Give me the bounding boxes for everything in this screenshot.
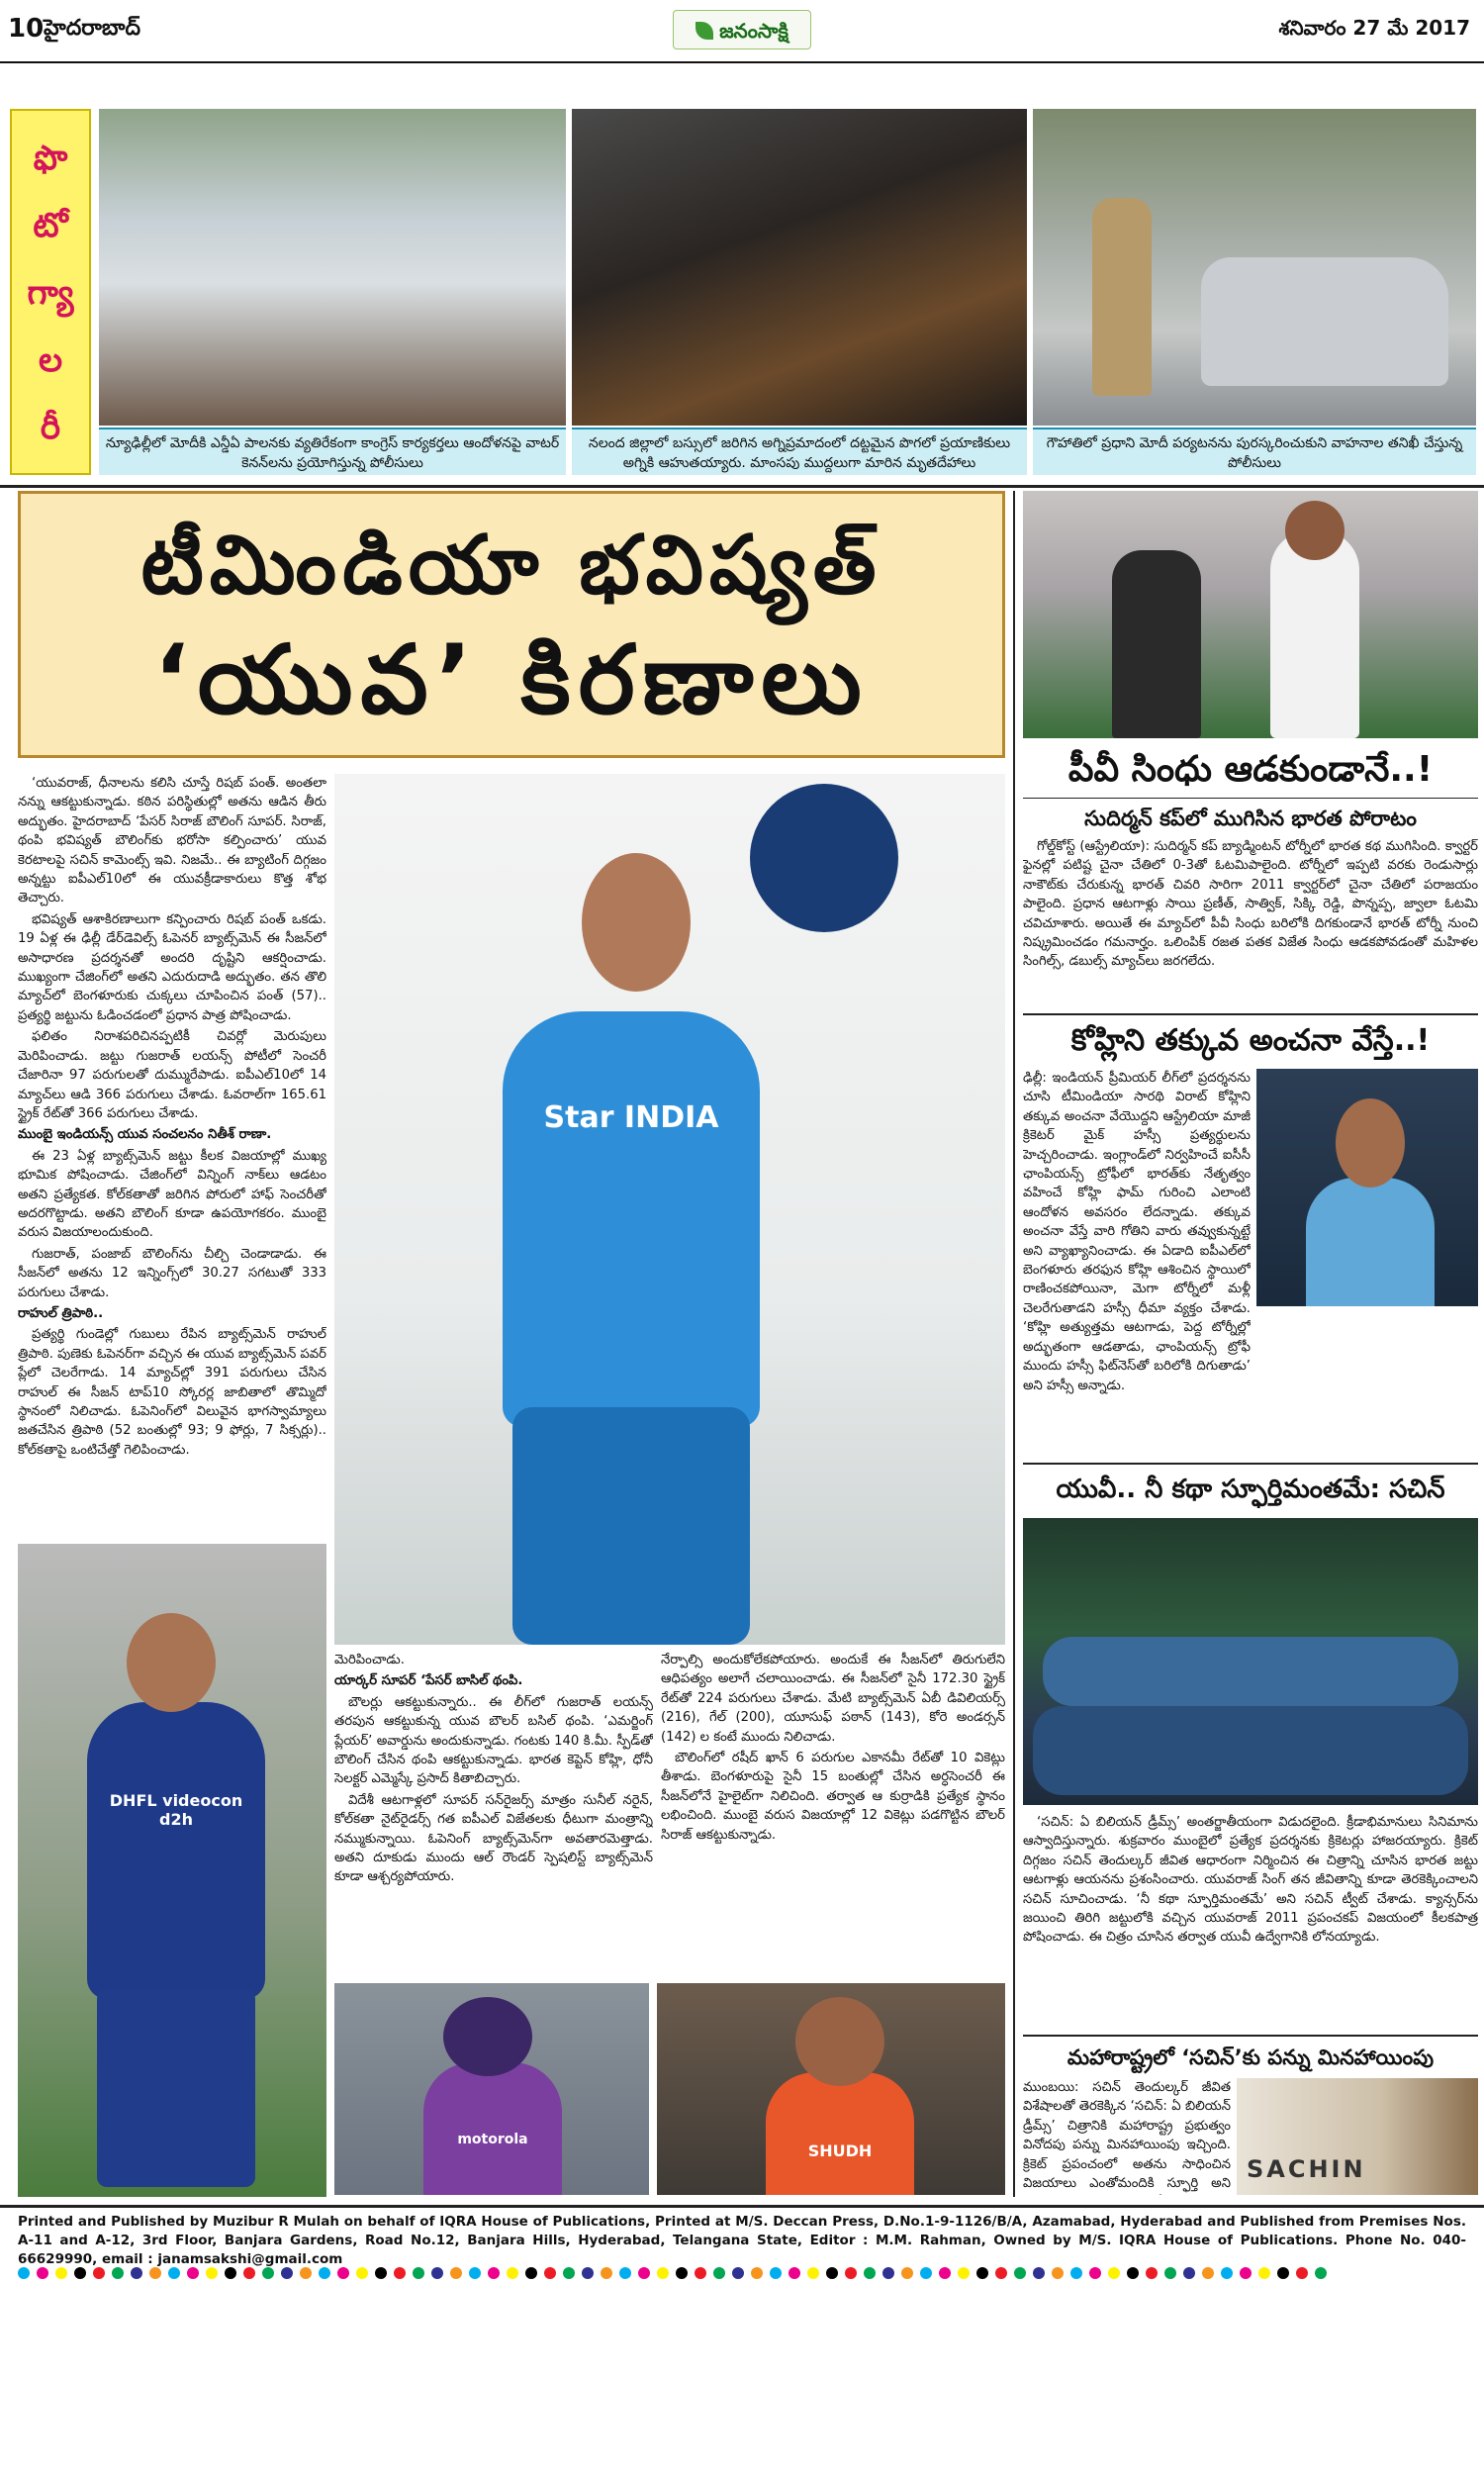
lead-column-1 [18,774,326,1536]
registration-dot [1052,2267,1064,2279]
issue-date: శనివారం 27 మే 2017 [1278,16,1470,40]
gallery-photo-vehicle-check [1033,109,1476,426]
photo-basil-thampi [657,1983,1005,2195]
footer-rule [0,2205,1484,2208]
registration-dot [1164,2267,1176,2279]
lead-paragraph: గుజరాత్, పంజాబ్ బౌలింగ్‌ను చీల్చి చెండాడాడు. ఈ సీజన్‌లో అతను 12 ఇన్నింగ్స్‌లో 30.27 సగటుతో 333 పరుగులు చేశాడు. [18,1246,326,1300]
sachin-yuvi-body: ‘సచిన్: ఏ బిలియన్ డ్రీమ్స్’ అంతర్జాతీయంగా విడుదలైంది. క్రీడాభిమానులు సినిమాను ఆస్వాదిస్తున్నారు. శుక్రవారం ముంబైలో ప్రత్యేక ప్రదర్శనకు క్రికెటర్లు హాజరయ్యారు. క్రికెట్ దిగ్గజం సచిన్ తెందుల్కర్ జీవిత ఆధారంగా నిర్మించిన ఈ చిత్రాన్ని చూసిన భారత జట్టు ఆటగాళ్లు ఆయనను ప్రశంసించారు. యువరాజ్ సింగ్ తన జీవితాన్ని కూడా తెరకెక్కించాలని సచిన్ సూచించాడు. ‘నీ కథా స్ఫూర్తిమంతమే’ అని సచిన్ ట్వీట్ చేశాడు. క్యాన్సర్‌ను జయించి తిరిగి జట్టులోకి వచ్చిన యువరాజ్ 2011 ప్రపంచకప్ విజయంలో కీలకపాత్ర పోషించాడు. ఈ చిత్రం చూసిన తర్వాత యువీ ఉద్వేగానికి లోనయ్యాడు. [1023,1815,1478,1946]
gallery-label-char: గ్యా [27,273,74,313]
lead-column-3 [661,1651,1005,1977]
jersey-text: motorola [457,2132,528,2147]
jersey-text: Star INDIA [543,1100,719,1135]
registration-dot [657,2267,669,2279]
player-body [503,1011,760,1427]
masthead-logo [673,10,811,49]
page-header [0,0,1484,63]
registration-dot [93,2267,105,2279]
sachin-yuvi-headline: యువీ.. నీ కథా స్ఫూర్తిమంతమే: సచిన్ [1056,1475,1445,1504]
lead-column-2 [334,1651,653,1977]
masthead-text: జనంసాక్షి [719,19,788,43]
player-pads [512,1407,750,1645]
registration-dot [243,2267,255,2279]
registration-dot [1014,2267,1026,2279]
masthead-leaf-icon [696,22,713,40]
player-legs [97,1989,255,2187]
lead-paragraph: ఫలితం నిరాశపరిచినప్పటికీ చివర్లో మెరుపులు మెరిపించాడు. జట్టు గుజరాత్ లయన్స్ పోటీలో సెంచరీ చేజారినా 97 పరుగులతో దుమ్మురేపాడు. ఐపీఎల్10లో 14 మ్యాచ్‌లు ఆడి 366 పరుగులు చేశాడు. ఓవరాల్‌గా 165.61 స్ట్రైక్ రేట్‌తో 366 పరుగులు చేశాడు. [18,1029,326,1121]
lead-paragraph: భవిష్యత్ ఆశాకిరణాలుగా కన్పించారు రిషబ్ పంత్ ఒకడు. 19 ఏళ్ల ఈ ఢిల్లీ డేర్‌డెవిల్స్ ఓపెనర్ బ్యాట్స్‌మెన్ ఈ సీజన్‌లో అసాధారణ ప్రదర్శనతో అందరి దృష్టిని ఆకర్షించాడు. ముఖ్యంగా చేజింగ్‌లో అతని ఎదురుదాడి అద్భుతం. తన తొలి మ్యాచ్‌లో బెంగళూరుకు చుక్కలు చూపించిన పంత్ (57).. ప్రత్యర్థి జట్టును ఓడించడంలో ప్రధాన పాత్ర పోషించాడు. [18,911,326,1023]
registration-dot [55,2267,67,2279]
player-head [795,1997,884,2086]
section-divider [0,485,1484,488]
sindhu-headline: పీవీ సింధు ఆడకుండానే..! [1067,749,1434,790]
registration-dot [864,2267,876,2279]
photo-rishabh-pant [334,774,1005,1645]
registration-dot [751,2267,763,2279]
gallery-label [10,109,91,475]
page-number: 10 [8,14,45,44]
player-head [1336,1098,1405,1188]
registration-dot [845,2267,857,2279]
player-head [582,853,691,992]
registration-dot [300,2267,312,2279]
registration-dot [770,2267,782,2279]
registration-dot [431,2267,443,2279]
lead-headline-line2: ‘యువ’ కిరణాలు [153,624,870,735]
registration-dot [281,2267,293,2279]
maharashtra-headline: మహారాష్ట్రలో ‘సచిన్’కు పన్ను మినహాయింపు [1067,2046,1435,2069]
section-divider [1023,1013,1478,1015]
photo-rahul-tripathi [334,1983,649,2195]
section-divider [1023,1463,1478,1465]
player-figure [1270,530,1359,738]
player-head [1285,501,1345,560]
registration-dot [262,2267,274,2279]
registration-dot [319,2267,330,2279]
lead-paragraph: ‘యువరాజ్, ధీనాలను కలిసి చూస్తే రిషబ్ పంత్. అంతలా నన్ను ఆకట్టుకున్నాడు. కఠిన పరిస్థితుల్లో అతను ఆడిన తీరు అద్భుతం. హైదరాబాద్ ‘పేసర్ సిరాజ్ బౌలింగ్ సూపర్. సిరాజ్, థంపి భవిష్యత్ బౌలింగ్‌కు భరోసా కల్పించారు’ యువ కెరటాలపై సచిన్ కామెంట్స్ ఇవి. నిజమే.. ఈ బ్యాటింగ్ దిగ్గజం అన్నట్టు ఐపీఎల్10లో ఈ యువక్రీడాకారులు కొత్త శోభ తెచ్చారు. [18,776,326,906]
registration-dot [582,2267,594,2279]
maharashtra-body: ముంబయి: సచిన్ తెందుల్కర్ జీవిత విశేషాలతో తెరకెక్కిన ‘సచిన్: ఏ బిలియన్ డ్రీమ్స్’ చిత్రానికి మహారాష్ట్ర ప్రభుత్వం వినోదపు పన్ను మినహాయింపు ఇచ్చింది. క్రికెట్ ప్రపంచంలో అతను సాధించిన విజయాలు ఎంతోమందికి స్ఫూర్తి అని [1023,2080,1231,2192]
photo-pv-sindhu [1023,491,1478,738]
registration-dot [1070,2267,1082,2279]
registration-dot [450,2267,462,2279]
player-body [1306,1178,1435,1306]
registration-dot [149,2267,161,2279]
gallery-label-char: రీ [40,408,61,447]
lead-paragraph: బౌలర్లు ఆకట్టుకున్నారు.. ఈ లీగ్‌లో గుజరాత్ లయన్స్ తరపున ఆకట్టుకున్న యువ బౌలర్ బసిల్ థంపి. ‘ఎమర్జింగ్ ప్లేయర్’ అవార్డును అందుకున్నాడు. గంటకు 140 కి.మీ. స్పీడ్‌తో బౌలింగ్ చేసిన థంపి ఆకట్టుకున్నాడు. భారత కెప్టెన్ కోహ్లి, ధోనీ సెలక్టర్ ఎమ్మెస్కే ప్రసాద్ కితాబిచ్చారు. [334,1694,653,1787]
sindhu-body: గోల్డ్‌కోస్ట్ (ఆస్ట్రేలియా): సుదిర్మన్ కప్ బ్యాడ్మింటన్ టోర్నీలో భారత కథ ముగిసింది. క్వార్టర్ ఫైనల్లో పటిష్ట చైనా చేతిలో 0-3తో ఓటమిపాలైంది. టోర్నీలో ఇప్పటి వరకు రెండుసార్లు నాకౌట్‌కు చేరుకున్న భారత్ చివరి సారిగా 2011 క్వార్టర్‌లో చైనా చేతిలో పరాజయం పాలైంది. ప్రధాన ఆటగాళ్లు సాయి ప్రణీత్, సాత్విక్, సిక్కి రెడ్డి, పొన్నప్ప, జ్వాలా ఓటమి చవిచూశారు. అయితే ఈ మ్యాచ్‌లో పీవీ సింధు బరిలోకి దిగకుండానే భారత్ టోర్నీ నుంచి నిష్క్రమించడం గమనార్హం. ఒలింపిక్ రజత పతక విజేత సింధు ఆడకపోవడంతో మహిళల సింగిల్స్, డబుల్స్ మ్యాచ్‌లు జరగలేదు. [1023,839,1478,970]
registration-dot [1296,2267,1308,2279]
registration-dot [788,2267,800,2279]
registration-dot [563,2267,575,2279]
registration-dot [732,2267,744,2279]
lead-headline-box [18,491,1005,758]
color-registration-bar [18,2262,1466,2282]
photo-team-screening [1023,1518,1478,1805]
lead-paragraph: మెరిపించాడు. [334,1653,405,1667]
photo-virat-kohli [1256,1069,1478,1306]
crowd-row [1043,1637,1458,1706]
gallery-caption-vehicle-check: గౌహాతిలో ప్రధాని మోదీ పర్యటనను పురస్కరించుకుని వాహనాల తనిఖీ చేస్తున్న పోలీసులు [1033,428,1476,475]
player-helmet [750,784,898,932]
registration-dot [1033,2267,1045,2279]
registration-dot [1183,2267,1195,2279]
lead-paragraph: నేర్పాల్సి అందుకోలేకపోయారు. అందుకే ఈ సీజన్‌లో తిరుగులేని ఆధిపత్యం అలాగే చలాయించాడు. ఈ సీజన్‌లో సైనీ 172.30 స్ట్రైక్ రేట్‌తో 224 పరుగులు చేశాడు. మేటి బ్యాట్స్‌మెన్ ఏబీ డివిలియర్స్ (216), గేల్ (200), యూసుఫ్ పఠాన్ (143), కోరె అండర్సన్ (142) ల కంటే ముందు నిలిచాడు. [661,1653,1005,1745]
registration-dot [18,2267,30,2279]
registration-dot [187,2267,199,2279]
registration-dot [37,2267,48,2279]
section-divider [1023,2035,1478,2037]
registration-dot [882,2267,894,2279]
imprint-line: Printed and Published by Muzibur R Mulah on behalf of IQRA House of Publications, Printed at M/S. Deccan Press, D.No.1-9-1126/B/A, Azamabad, Hyderabad and Published from Premises Nos. A-11 and A-12, 3rd Floor, Banjara Gardens, Road No.12, Banjara Hills, Hyderabad, Telangana State, Editor : M.M. Rahman, Owned by M/S. IQRA House of Publications. Phone No. 040-66629990, email : janamsakshi@gmail.com [18,2214,1466,2267]
gallery-label-char: టో [33,206,68,245]
registration-dot [1127,2267,1139,2279]
headline-rule [1023,798,1478,799]
player-head [127,1613,216,1712]
registration-dot [695,2267,706,2279]
registration-dot [1277,2267,1289,2279]
registration-dot [619,2267,631,2279]
registration-dot [676,2267,688,2279]
gallery-caption-protest: న్యూఢిల్లీలో మోదీకి ఎన్డీఏ పాలనకు వ్యతిరేకంగా కాంగ్రెస్ కార్యకర్తలు ఆందోళనపై వాటర్ కెనన్‌లను ప్రయోగిస్తున్న పోలీసులు [99,428,566,475]
police-figure [1092,198,1152,396]
registration-dot [601,2267,612,2279]
lead-paragraph: బౌలింగ్‌లో రషీద్ ఖాన్ 6 పరుగుల ఎకానమీ రేట్‌తో 10 వికెట్లు తీశాడు. బెంగళూరుపై సైనీ 15 బంతుల్లో చేసిన అర్ధసెంచరీ ఈ సీజన్‌లోనే హైలైట్‌గా నిలిచింది. తర్వాత ఆ కుర్రాడికి ప్రత్యేక స్థానం లభించింది. ముంబై వరుస విజయాల్లో 12 వికెట్లు పడగొట్టిన బౌలర్ సిరాజ్ ఆకట్టుకున్నాడు. [661,1751,1005,1843]
kohli-headline: కోహ్లిని తక్కువ అంచనా వేస్తే..! [1070,1023,1431,1058]
registration-dot [995,2267,1007,2279]
registration-dot [206,2267,218,2279]
lead-subhead: యార్కర్ సూపర్ ‘పేసర్ బాసిల్ థంపి. [334,1673,523,1689]
registration-dot [1315,2267,1327,2279]
registration-dot [826,2267,838,2279]
registration-dot [375,2267,387,2279]
registration-dot [920,2267,932,2279]
car-shape [1201,257,1448,386]
player-body [423,2062,562,2195]
column-divider [1013,491,1015,2197]
registration-dot [413,2267,424,2279]
registration-dot [807,2267,819,2279]
jersey-text: DHFL videocon d2h [109,1791,243,1829]
gallery-photo-bus-fire [572,109,1027,426]
registration-dot [1089,2267,1101,2279]
lead-paragraph: ప్రత్యర్థి గుండెల్లో గుబులు రేపిన బ్యాట్స్‌మెన్ రాహుల్ త్రిపాఠి. పుణెకు ఓపెనర్‌గా వచ్చిన ఈ యువ బ్యాట్స్‌మెన్ పవర్ ప్లేలో చెలరేగాడు. 14 మ్యాచ్‌ల్లో 391 పరుగులు చేసిన రాహుల్ ఈ సీజన్ టాప్10 స్కోరర్ల జాబితాలో తొమ్మిదో స్థానంలో నిలిచాడు. ఓపెనింగ్‌లో విలువైన భాగస్వామ్యాలు జతచేసిన త్రిపాఠి (52 బంతుల్లో 93; 9 ఫోర్లు, 7 సిక్సర్లు).. కోల్‌కతాపై ఒంటిచేత్తో గెలిపించాడు. [18,1327,326,1458]
lead-subhead: ముంబై ఇండియన్స్ యువ సంచలనం నితీశ్ రాణా. [18,1127,272,1143]
registration-dot [488,2267,500,2279]
player-body [87,1702,265,1999]
registration-dot [638,2267,650,2279]
registration-dot [713,2267,725,2279]
gallery-caption-bus-fire: నలంద జిల్లాలో బస్సులో జరిగిన అగ్నిప్రమాదంలో దట్టమైన పొగలో ప్రయాణికులు అగ్నికి ఆహుతయ్యారు. మాంసపు ముద్దలుగా మారిన మృతదేహాలు [572,428,1027,475]
player-helmet [443,1997,532,2076]
umpire-figure [1112,550,1201,738]
photo-sachin-poster [1237,2078,1478,2195]
gallery-label-char: ల [38,340,63,380]
registration-dot [939,2267,951,2279]
kohli-body: ఢిల్లీ: ఇండియన్ ప్రీమియర్ లీగ్‌లో ప్రదర్శనను చూసి టీమిండియా సారథి విరాట్ కోహ్లిని తక్కువ అంచనా వేయొద్దని ఆస్ట్రేలియా మాజీ క్రికెటర్ మైక్ హస్సీ ప్రత్యర్థులను హెచ్చరించాడు. ఇంగ్లాండ్‌లో నిర్వహించే ఐసీసీ ఛాంపియన్స్ ట్రోఫీలో భారత్‌కు నేతృత్వం వహించే కోహ్లి ఫామ్ గురించి ఎలాంటి ఆందోళన అవసరం లేదన్నాడు. తక్కువ అంచనా వేస్తే వారి గోతిని వారు తవ్వుకున్నట్టే అని వ్యాఖ్యానించాడు. ఈ ఏడాది ఐపీఎల్‌లో బెంగళూరు తరఫున కోహ్లి ఆశించిన స్థాయిలో రాణించకపోయినా, మెగా టోర్నీలో మళ్లీ చెలరేగుతాడని హస్సీ ధీమా వ్యక్తం చేశాడు. ‘కోహ్లి అత్యుత్తమ ఆటగాడు, పెద్ద టోర్నీల్లో అద్భుతంగా ఆడతాడు, ఛాంపియన్స్ ట్రోఫీ ముందు హస్సీ ఫిట్‌నెస్‌తో బరిలోకి దిగుతాడు’ అని హస్సీ అన్నాడు. [1023,1071,1251,1393]
lead-paragraph: విదేశీ ఆటగాళ్లలో సూపర్ సన్‌రైజర్స్ మాత్రం సునీల్ నరైన్, కోల్‌కతా నైట్‌రైడర్స్‌ గత ఐపీఎల్ విజేతలకు ధీటుగా మంత్రాన్ని నమ్ముకున్నాయి. ఓపెనింగ్ బ్యాట్స్‌మెన్‌గా అవతారమెత్తాడు. అతని దూకుడు ముందు ఆల్ రౌండర్ స్పెషలిస్ట్ బ్యాట్స్‌మెన్ కూడా ఆశ్చర్యపోయారు. [334,1792,653,1885]
registration-dot [1258,2267,1270,2279]
registration-dot [74,2267,86,2279]
crowd-row [1033,1706,1468,1795]
registration-dot [131,2267,142,2279]
registration-dot [525,2267,537,2279]
jersey-text: SHUDH [807,2141,873,2160]
registration-dot [469,2267,481,2279]
registration-dot [1108,2267,1120,2279]
registration-dot [1202,2267,1214,2279]
kohli-body-continued [1256,1312,1478,1445]
registration-dot [1221,2267,1233,2279]
lead-paragraph: ఈ 23 ఏళ్ల బ్యాట్స్‌మెన్ జట్టు కీలక విజయాల్లో ముఖ్య భూమిక పోషించాడు. చేజింగ్‌లో విన్నింగ్ నాక్‌లు ఆడటం అతని ప్రత్యేకత. కోల్‌కతాతో జరిగిన పోరులో హాఫ్ సెంచరీతో అదరగొట్టాడు. అతని బౌలింగ్ కూడా ఉపయోగకరం. ముంబై వరుస విజయాలందుకుంది. [18,1148,326,1241]
registration-dot [394,2267,406,2279]
registration-dot [356,2267,368,2279]
player-body [766,2072,914,2195]
registration-dot [1240,2267,1252,2279]
registration-dot [225,2267,236,2279]
registration-dot [958,2267,970,2279]
registration-dot [976,2267,988,2279]
registration-dot [112,2267,124,2279]
lead-subhead: రాహుల్ త్రిపాఠి.. [18,1305,104,1321]
registration-dot [901,2267,913,2279]
lead-headline-line1: టీమిండియా భవిష్యత్ [140,519,882,613]
poster-title: SACHIN [1247,2155,1366,2183]
registration-dot [1146,2267,1158,2279]
gallery-label-char: ఫొ [33,139,68,178]
gallery-photo-protest [99,109,566,426]
registration-dot [168,2267,180,2279]
registration-dot [337,2267,349,2279]
registration-dot [507,2267,518,2279]
registration-dot [544,2267,556,2279]
photo-nitish-rana [18,1544,326,2197]
sindhu-subhead: సుదిర్మన్ కప్‌లో ముగిసిన భారత పోరాటం [1084,807,1417,830]
city-name: హైదరాబాద్ [44,16,140,41]
